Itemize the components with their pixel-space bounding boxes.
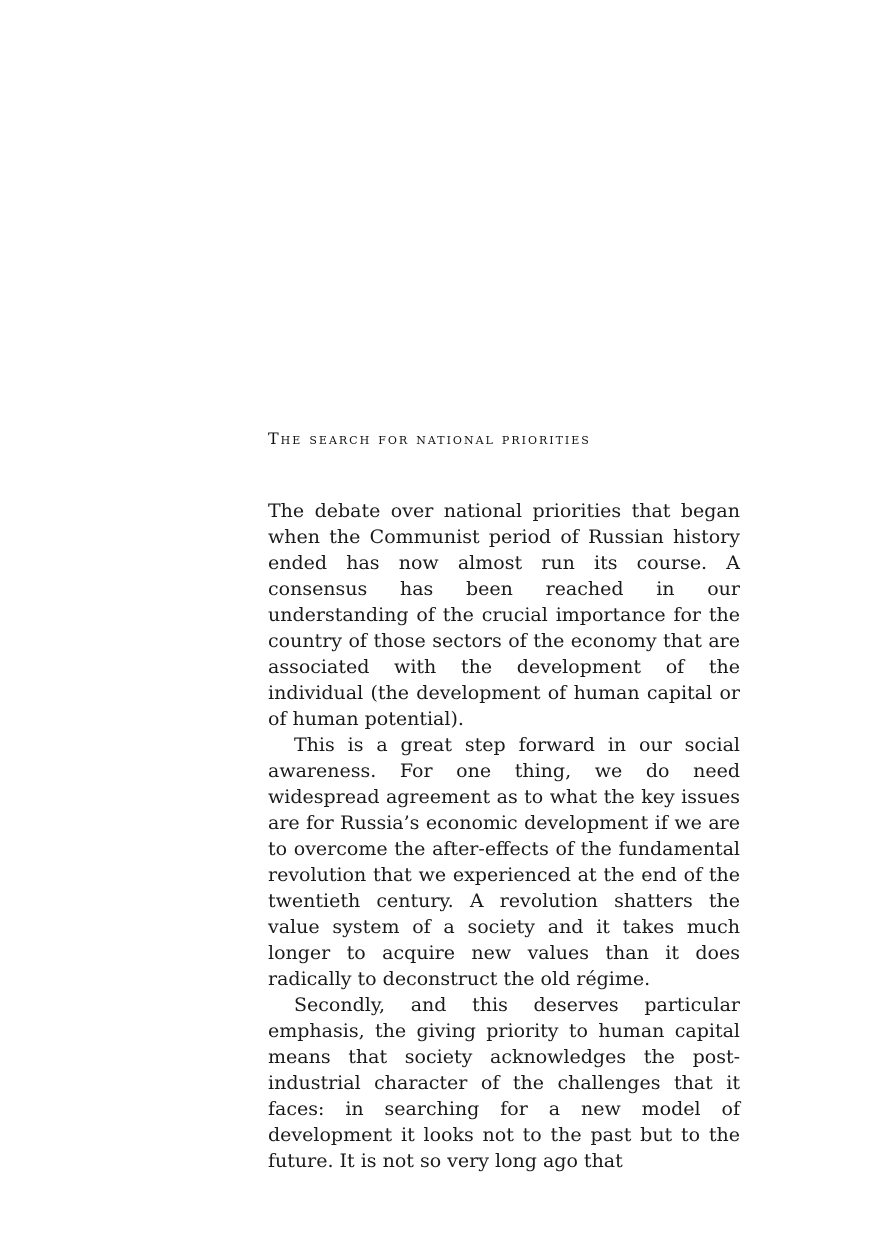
paragraph-2: This is a great step forward in our social awareness. For one thing, we do need widespread agreement as to what the key issues are for Russia’s economic development if we are to overcome the after-effects of the fundamental revolution that we experienced at the end of the twentieth century. A revolution shatters the value system of a society and it takes much longer to acquire new values than it does radically to deconstruct the old régime. — [268, 734, 740, 990]
paragraph-1: The debate over national priorities that began when the Communist period of Russian history ended has now almost run its course. A consensus has been reached in our understanding of the crucial importance for the country of those sectors of the economy that are associated with the development of the individual (the development of human capital or of human potential). — [268, 500, 740, 730]
section-heading: The search for national priorities — [268, 429, 591, 448]
body-text — [268, 498, 740, 1174]
text-block — [268, 424, 740, 1174]
paragraph-3: Secondly, and this deserves particular emphasis, the giving priority to human capital means that society acknowledges the post-industrial character of the challenges that it faces: in searching for a new model of development it looks not to the past but to the future. It is not so very long ago that — [268, 994, 740, 1172]
